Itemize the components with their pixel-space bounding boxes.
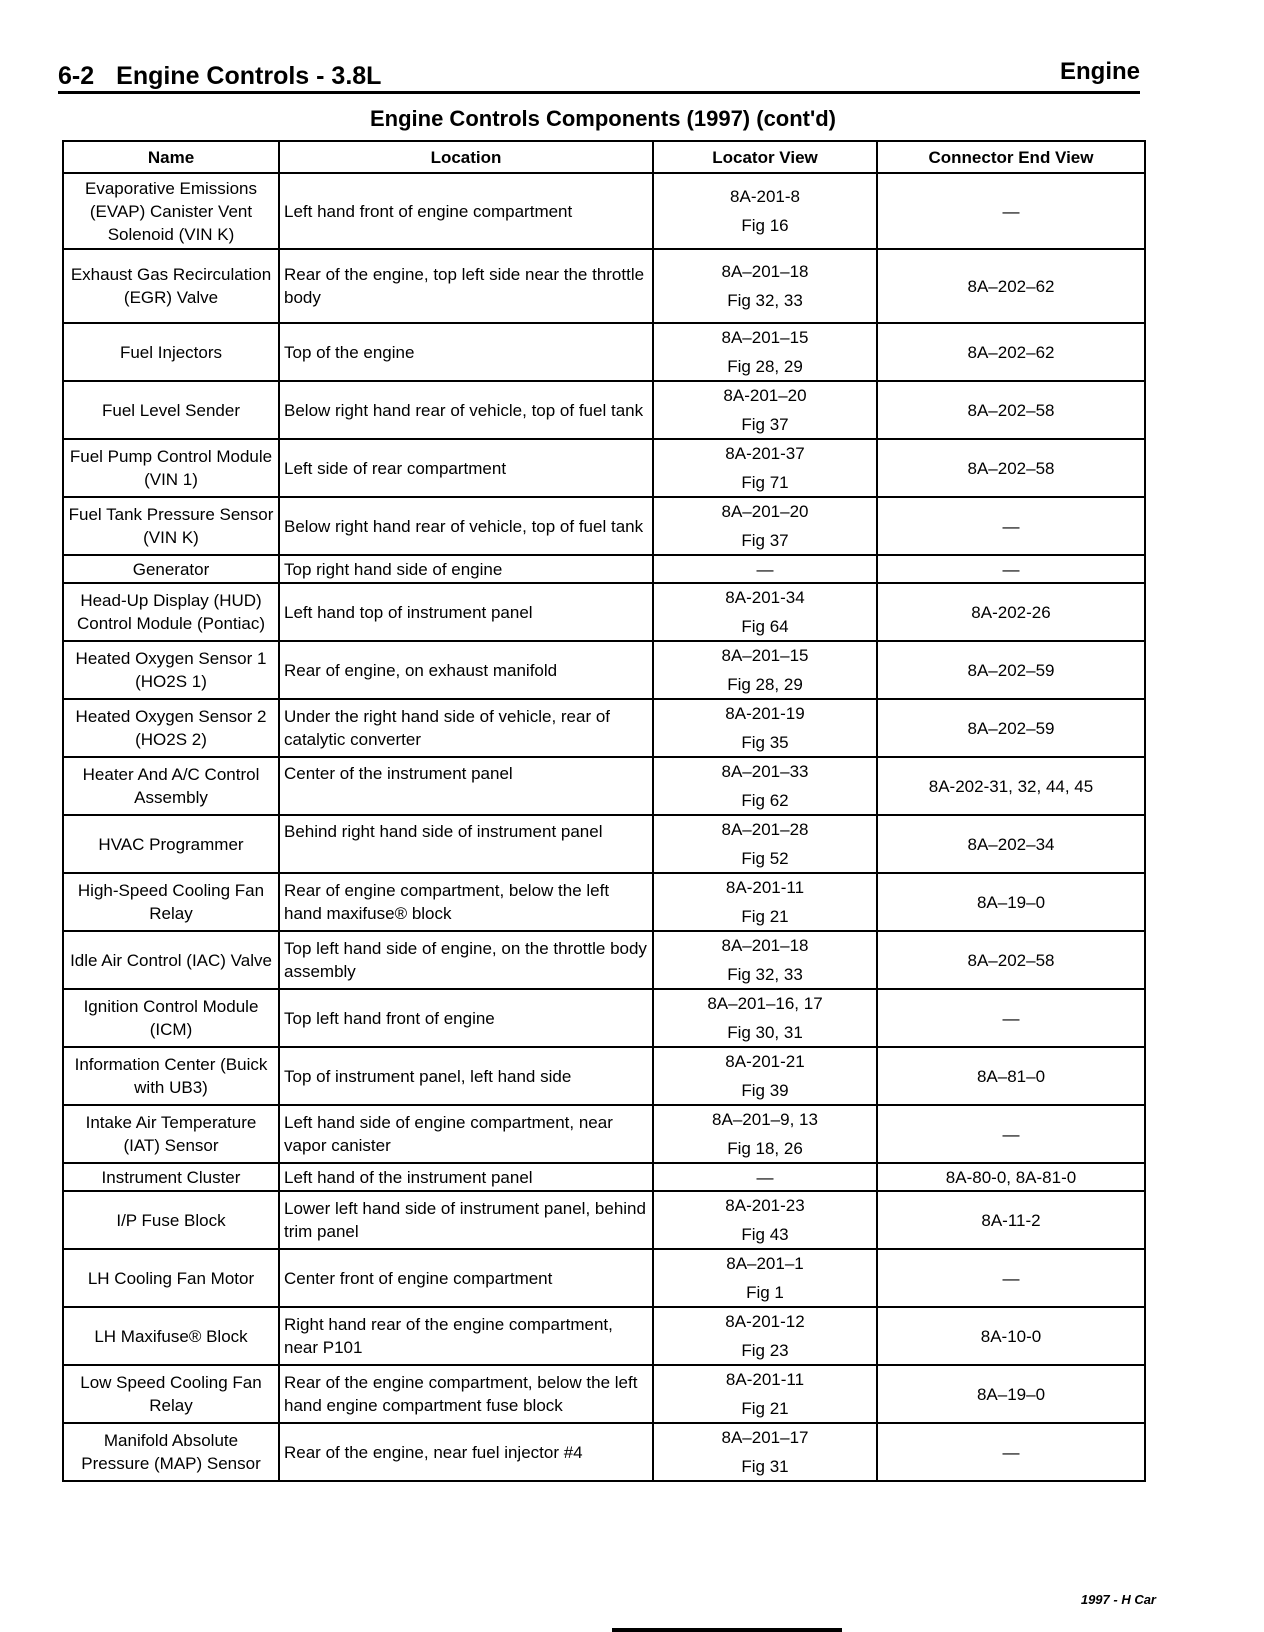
locator-ref: 8A-201–20 bbox=[723, 386, 807, 405]
locator-fig: Fig 30, 31 bbox=[727, 1023, 803, 1042]
locator-fig: Fig 28, 29 bbox=[727, 357, 803, 376]
component-location: Top right hand side of engine bbox=[279, 555, 653, 583]
component-name: Low Speed Cooling Fan Relay bbox=[63, 1365, 279, 1423]
locator-view bbox=[653, 989, 877, 1047]
locator-ref: 8A–201–9, 13 bbox=[712, 1110, 818, 1129]
locator-view bbox=[653, 1191, 877, 1249]
table-row bbox=[63, 699, 1145, 757]
table-row bbox=[63, 1423, 1145, 1481]
locator-view bbox=[653, 173, 877, 249]
connector-end-view: 8A–202–59 bbox=[877, 699, 1145, 757]
connector-end-view: — bbox=[877, 989, 1145, 1047]
locator-ref: 8A-201-34 bbox=[725, 588, 805, 607]
component-name: Fuel Level Sender bbox=[63, 381, 279, 439]
locator-ref: 8A-201-23 bbox=[725, 1196, 805, 1215]
table-title: Engine Controls Components (1997) (cont'd) bbox=[369, 106, 837, 131]
locator-ref: 8A–201–18 bbox=[721, 262, 809, 281]
table-row bbox=[63, 931, 1145, 989]
locator-ref: 8A-201-37 bbox=[725, 444, 805, 463]
table-row bbox=[63, 497, 1145, 555]
locator-fig: Fig 39 bbox=[741, 1081, 789, 1100]
locator-view bbox=[653, 1163, 877, 1191]
locator-fig: Fig 43 bbox=[741, 1225, 789, 1244]
locator-fig: Fig 64 bbox=[741, 617, 789, 636]
component-location: Center front of engine compartment bbox=[279, 1249, 653, 1307]
component-name: Instrument Cluster bbox=[63, 1163, 279, 1191]
page-footer: 1997 - H Car bbox=[1080, 1592, 1156, 1607]
locator-ref: — bbox=[756, 559, 774, 579]
component-name: Heater And A/C Control Assembly bbox=[63, 757, 279, 815]
locator-view bbox=[653, 641, 877, 699]
connector-end-view: — bbox=[877, 1423, 1145, 1481]
component-name: High-Speed Cooling Fan Relay bbox=[63, 873, 279, 931]
component-location: Rear of the engine, near fuel injector #4 bbox=[279, 1423, 653, 1481]
connector-end-view: 8A-10-0 bbox=[877, 1307, 1145, 1365]
connector-end-view: 8A-202-31, 32, 44, 45 bbox=[877, 757, 1145, 815]
locator-fig: Fig 1 bbox=[746, 1283, 784, 1302]
bottom-edge-bar bbox=[612, 1628, 842, 1632]
component-name: Fuel Tank Pressure Sensor (VIN K) bbox=[63, 497, 279, 555]
locator-view bbox=[653, 1365, 877, 1423]
component-location: Below right hand rear of vehicle, top of fuel tank bbox=[279, 497, 653, 555]
table-row bbox=[63, 1163, 1145, 1191]
component-name: Exhaust Gas Recirculation (EGR) Valve bbox=[63, 249, 279, 323]
header-left bbox=[58, 62, 381, 91]
connector-end-view: 8A–202–58 bbox=[877, 439, 1145, 497]
table-row bbox=[63, 1047, 1145, 1105]
locator-ref: — bbox=[756, 1167, 774, 1187]
locator-ref: 8A-201-21 bbox=[725, 1052, 805, 1071]
table-row bbox=[63, 757, 1145, 815]
locator-ref: 8A–201–15 bbox=[721, 328, 809, 347]
component-name: Heated Oxygen Sensor 2 (HO2S 2) bbox=[63, 699, 279, 757]
table-row bbox=[63, 249, 1145, 323]
table-row bbox=[63, 1105, 1145, 1163]
connector-end-view: 8A–202–34 bbox=[877, 815, 1145, 873]
connector-end-view: 8A–202–59 bbox=[877, 641, 1145, 699]
column-header-location: Location bbox=[279, 141, 653, 173]
locator-view bbox=[653, 815, 877, 873]
connector-end-view: 8A–202–62 bbox=[877, 323, 1145, 381]
component-name: Heated Oxygen Sensor 1 (HO2S 1) bbox=[63, 641, 279, 699]
component-name: Evaporative Emissions (EVAP) Canister Vent Solenoid (VIN K) bbox=[63, 173, 279, 249]
table-row bbox=[63, 323, 1145, 381]
component-name: Information Center (Buick with UB3) bbox=[63, 1047, 279, 1105]
component-location: Rear of the engine, top left side near the throttle body bbox=[279, 249, 653, 323]
locator-ref: 8A–201–16, 17 bbox=[707, 994, 823, 1013]
component-location: Under the right hand side of vehicle, rear of catalytic converter bbox=[279, 699, 653, 757]
component-location: Center of the instrument panel bbox=[279, 757, 653, 815]
locator-view bbox=[653, 1307, 877, 1365]
table-row bbox=[63, 381, 1145, 439]
component-location: Left side of rear compartment bbox=[279, 439, 653, 497]
locator-fig: Fig 71 bbox=[741, 473, 789, 492]
locator-fig: Fig 35 bbox=[741, 733, 789, 752]
column-header-locator-view: Locator View bbox=[653, 141, 877, 173]
locator-ref: 8A–201–18 bbox=[721, 936, 809, 955]
locator-view bbox=[653, 699, 877, 757]
page-header bbox=[58, 58, 1140, 94]
table-row bbox=[63, 583, 1145, 641]
locator-ref: 8A–201–33 bbox=[721, 762, 809, 781]
table-row bbox=[63, 989, 1145, 1047]
locator-ref: 8A–201–20 bbox=[721, 502, 809, 521]
locator-fig: Fig 18, 26 bbox=[727, 1139, 803, 1158]
locator-view bbox=[653, 931, 877, 989]
locator-fig: Fig 16 bbox=[741, 216, 789, 235]
locator-view bbox=[653, 873, 877, 931]
locator-fig: Fig 23 bbox=[741, 1341, 789, 1360]
connector-end-view: 8A–81–0 bbox=[877, 1047, 1145, 1105]
locator-view bbox=[653, 1423, 877, 1481]
locator-view bbox=[653, 249, 877, 323]
locator-fig: Fig 52 bbox=[741, 849, 789, 868]
locator-fig: Fig 21 bbox=[741, 907, 789, 926]
component-location: Left hand side of engine compartment, near vapor canister bbox=[279, 1105, 653, 1163]
locator-fig: Fig 31 bbox=[741, 1457, 789, 1476]
connector-end-view: — bbox=[877, 497, 1145, 555]
component-name: HVAC Programmer bbox=[63, 815, 279, 873]
connector-end-view: — bbox=[877, 555, 1145, 583]
locator-view bbox=[653, 1047, 877, 1105]
locator-view bbox=[653, 439, 877, 497]
locator-ref: 8A–201–1 bbox=[726, 1254, 804, 1273]
connector-end-view: — bbox=[877, 173, 1145, 249]
column-header-connector-end-view: Connector End View bbox=[877, 141, 1145, 173]
locator-view bbox=[653, 1249, 877, 1307]
table-row bbox=[63, 641, 1145, 699]
locator-view bbox=[653, 555, 877, 583]
component-name: LH Maxifuse® Block bbox=[63, 1307, 279, 1365]
header-rule bbox=[58, 91, 1140, 94]
table-row bbox=[63, 1307, 1145, 1365]
table-row bbox=[63, 439, 1145, 497]
section-number: 6-2 bbox=[58, 62, 95, 90]
component-location: Top of instrument panel, left hand side bbox=[279, 1047, 653, 1105]
locator-view bbox=[653, 583, 877, 641]
table-row bbox=[63, 873, 1145, 931]
column-header-name: Name bbox=[63, 141, 279, 173]
component-location: Left hand of the instrument panel bbox=[279, 1163, 653, 1191]
connector-end-view: 8A–202–58 bbox=[877, 381, 1145, 439]
locator-fig: Fig 37 bbox=[741, 415, 789, 434]
connector-end-view: 8A–19–0 bbox=[877, 1365, 1145, 1423]
component-name: LH Cooling Fan Motor bbox=[63, 1249, 279, 1307]
locator-ref: 8A–201–15 bbox=[721, 646, 809, 665]
component-name: Ignition Control Module (ICM) bbox=[63, 989, 279, 1047]
table-row bbox=[63, 173, 1145, 249]
locator-ref: 8A–201–28 bbox=[721, 820, 809, 839]
component-location: Top left hand side of engine, on the throttle body assembly bbox=[279, 931, 653, 989]
header-right-title: Engine bbox=[1059, 58, 1140, 85]
component-name: Intake Air Temperature (IAT) Sensor bbox=[63, 1105, 279, 1163]
connector-end-view: — bbox=[877, 1105, 1145, 1163]
table-row bbox=[63, 1191, 1145, 1249]
table-row bbox=[63, 815, 1145, 873]
locator-fig: Fig 37 bbox=[741, 531, 789, 550]
component-name: Manifold Absolute Pressure (MAP) Sensor bbox=[63, 1423, 279, 1481]
locator-ref: 8A-201-11 bbox=[725, 878, 805, 897]
component-location: Below right hand rear of vehicle, top of fuel tank bbox=[279, 381, 653, 439]
locator-ref: 8A–201–17 bbox=[721, 1428, 809, 1447]
connector-end-view: 8A-11-2 bbox=[877, 1191, 1145, 1249]
component-location: Behind right hand side of instrument panel bbox=[279, 815, 653, 873]
connector-end-view: — bbox=[877, 1249, 1145, 1307]
component-location: Top of the engine bbox=[279, 323, 653, 381]
component-location: Rear of the engine compartment, below the left hand engine compartment fuse block bbox=[279, 1365, 653, 1423]
locator-view bbox=[653, 757, 877, 815]
component-location: Left hand front of engine compartment bbox=[279, 173, 653, 249]
components-table bbox=[62, 140, 1146, 1482]
component-location: Right hand rear of the engine compartment, near P101 bbox=[279, 1307, 653, 1365]
connector-end-view: 8A-80-0, 8A-81-0 bbox=[877, 1163, 1145, 1191]
locator-ref: 8A-201-12 bbox=[725, 1312, 805, 1331]
component-name: Idle Air Control (IAC) Valve bbox=[63, 931, 279, 989]
component-name: Fuel Pump Control Module (VIN 1) bbox=[63, 439, 279, 497]
component-location: Rear of engine, on exhaust manifold bbox=[279, 641, 653, 699]
component-location: Left hand top of instrument panel bbox=[279, 583, 653, 641]
table-row bbox=[63, 1249, 1145, 1307]
component-location: Top left hand front of engine bbox=[279, 989, 653, 1047]
table-row bbox=[63, 555, 1145, 583]
component-name: Generator bbox=[63, 555, 279, 583]
locator-fig: Fig 62 bbox=[741, 791, 789, 810]
locator-fig: Fig 28, 29 bbox=[727, 675, 803, 694]
component-name: Head-Up Display (HUD) Control Module (Pontiac) bbox=[63, 583, 279, 641]
chapter-title: Engine Controls - 3.8L bbox=[116, 62, 382, 90]
connector-end-view: 8A-202-26 bbox=[877, 583, 1145, 641]
component-location: Rear of engine compartment, below the left hand maxifuse® block bbox=[279, 873, 653, 931]
component-name: I/P Fuse Block bbox=[63, 1191, 279, 1249]
locator-fig: Fig 21 bbox=[741, 1399, 789, 1418]
component-location: Lower left hand side of instrument panel, behind trim panel bbox=[279, 1191, 653, 1249]
locator-fig: Fig 32, 33 bbox=[727, 965, 803, 984]
locator-view bbox=[653, 497, 877, 555]
table-row bbox=[63, 1365, 1145, 1423]
locator-fig: Fig 32, 33 bbox=[727, 291, 803, 310]
locator-ref: 8A-201-19 bbox=[725, 704, 805, 723]
locator-view bbox=[653, 323, 877, 381]
locator-ref: 8A-201-11 bbox=[725, 1370, 805, 1389]
connector-end-view: 8A–202–58 bbox=[877, 931, 1145, 989]
component-name: Fuel Injectors bbox=[63, 323, 279, 381]
locator-ref: 8A-201-8 bbox=[730, 187, 800, 206]
locator-view bbox=[653, 1105, 877, 1163]
connector-end-view: 8A–202–62 bbox=[877, 249, 1145, 323]
table-header-row bbox=[63, 141, 1145, 173]
locator-view bbox=[653, 381, 877, 439]
connector-end-view: 8A–19–0 bbox=[877, 873, 1145, 931]
